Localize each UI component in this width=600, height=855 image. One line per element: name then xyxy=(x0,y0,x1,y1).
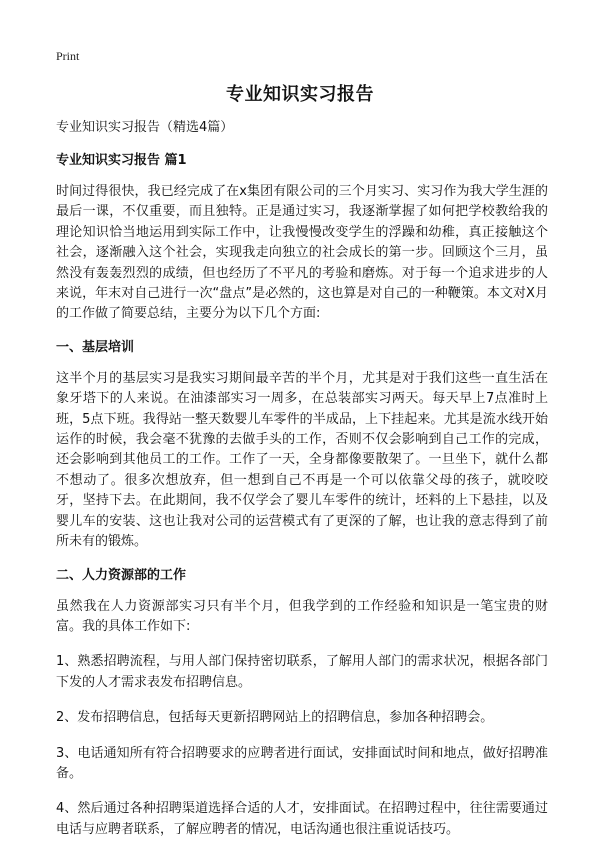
section-heading-training: 一、基层培训 xyxy=(56,339,135,355)
document-body xyxy=(56,120,548,855)
list-item: 4、然后通过各种招聘渠道选择合适的人才，安排面试。在招聘过程中，往往需要通过电话与应聘者联系，了解应聘者的情况，电话沟通也很注重说话技巧。 xyxy=(56,801,548,837)
print-link[interactable]: Print xyxy=(56,49,80,63)
section-heading-hr: 二、人力资源部的工作 xyxy=(56,567,187,583)
list-item: 1、熟悉招聘流程，与用人部门保持密切联系，了解用人部门的需求状况，根据各部门下发的人才需求表发布招聘信息。 xyxy=(56,654,548,690)
training-paragraph: 这半个月的基层实习是我实习期间最辛苦的半个月，尤其是对于我们这些一直生活在象牙塔下的人来说。在油漆部实习一周多，在总装部实习两天。每天早上7点准时上班，5点下班。我得站一整天数婴儿车零件的半成品，上下挂起来。尤其是流水线开始运作的时候，我会毫不犹豫的去做手头的工作，否则不仅会影响到自己工作的完成，还会影响到其他员工的工作。工作了一天，全身都像要散架了。一旦坐下，就什么都不想动了。很多次想放弃，但一想到自己不再是一个可以依靠父母的孩子，就咬咬牙，坚持下去。在此期间，我不仅学会了婴儿车零件的统计，坯料的上下悬挂，以及婴儿车的安装、这也让我对公司的运营模式有了更深的了解，也让我的意志得到了前所未有的锻炼。 xyxy=(56,370,548,550)
document-subtitle: 专业知识实习报告（精选4篇） xyxy=(56,120,234,135)
list-item: 3、电话通知所有符合招聘要求的应聘者进行面试，安排面试时间和地点，做好招聘准备。 xyxy=(56,745,548,781)
article-heading: 专业知识实习报告 篇1 xyxy=(56,153,187,168)
hr-intro-paragraph: 虽然我在人力资源部实习只有半个月，但我学到的工作经验和知识是一笔宝贵的财富。我的具体工作如下: xyxy=(56,598,548,634)
intro-paragraph: 时间过得很快，我已经完成了在x集团有限公司的三个月实习、实习作为我大学生涯的最后一课，不仅重要，而且独特。正是通过实习，我逐渐掌握了如何把学校教给我的理论知识恰当地运用到实际工作中，让我慢慢改变学生的浮躁和幼稚，真正接触这个社会，逐渐融入这个社会，实现我走向独立的社会成长的第一步。回顾这个三月，虽然没有轰轰烈烈的成绩，但也经历了不平凡的考验和磨炼。对于每一个追求进步的人来说，年末对自己进行一次“盘点”是必然的，这也算是对自己的一种鞭策。本文对X月的工作做了简要总结，主要分为以下几个方面: xyxy=(56,184,548,322)
page-title: 专业知识实习报告 xyxy=(226,84,374,105)
list-item: 2、发布招聘信息，包括每天更新招聘网站上的招聘信息，参加各种招聘会。 xyxy=(56,710,494,726)
